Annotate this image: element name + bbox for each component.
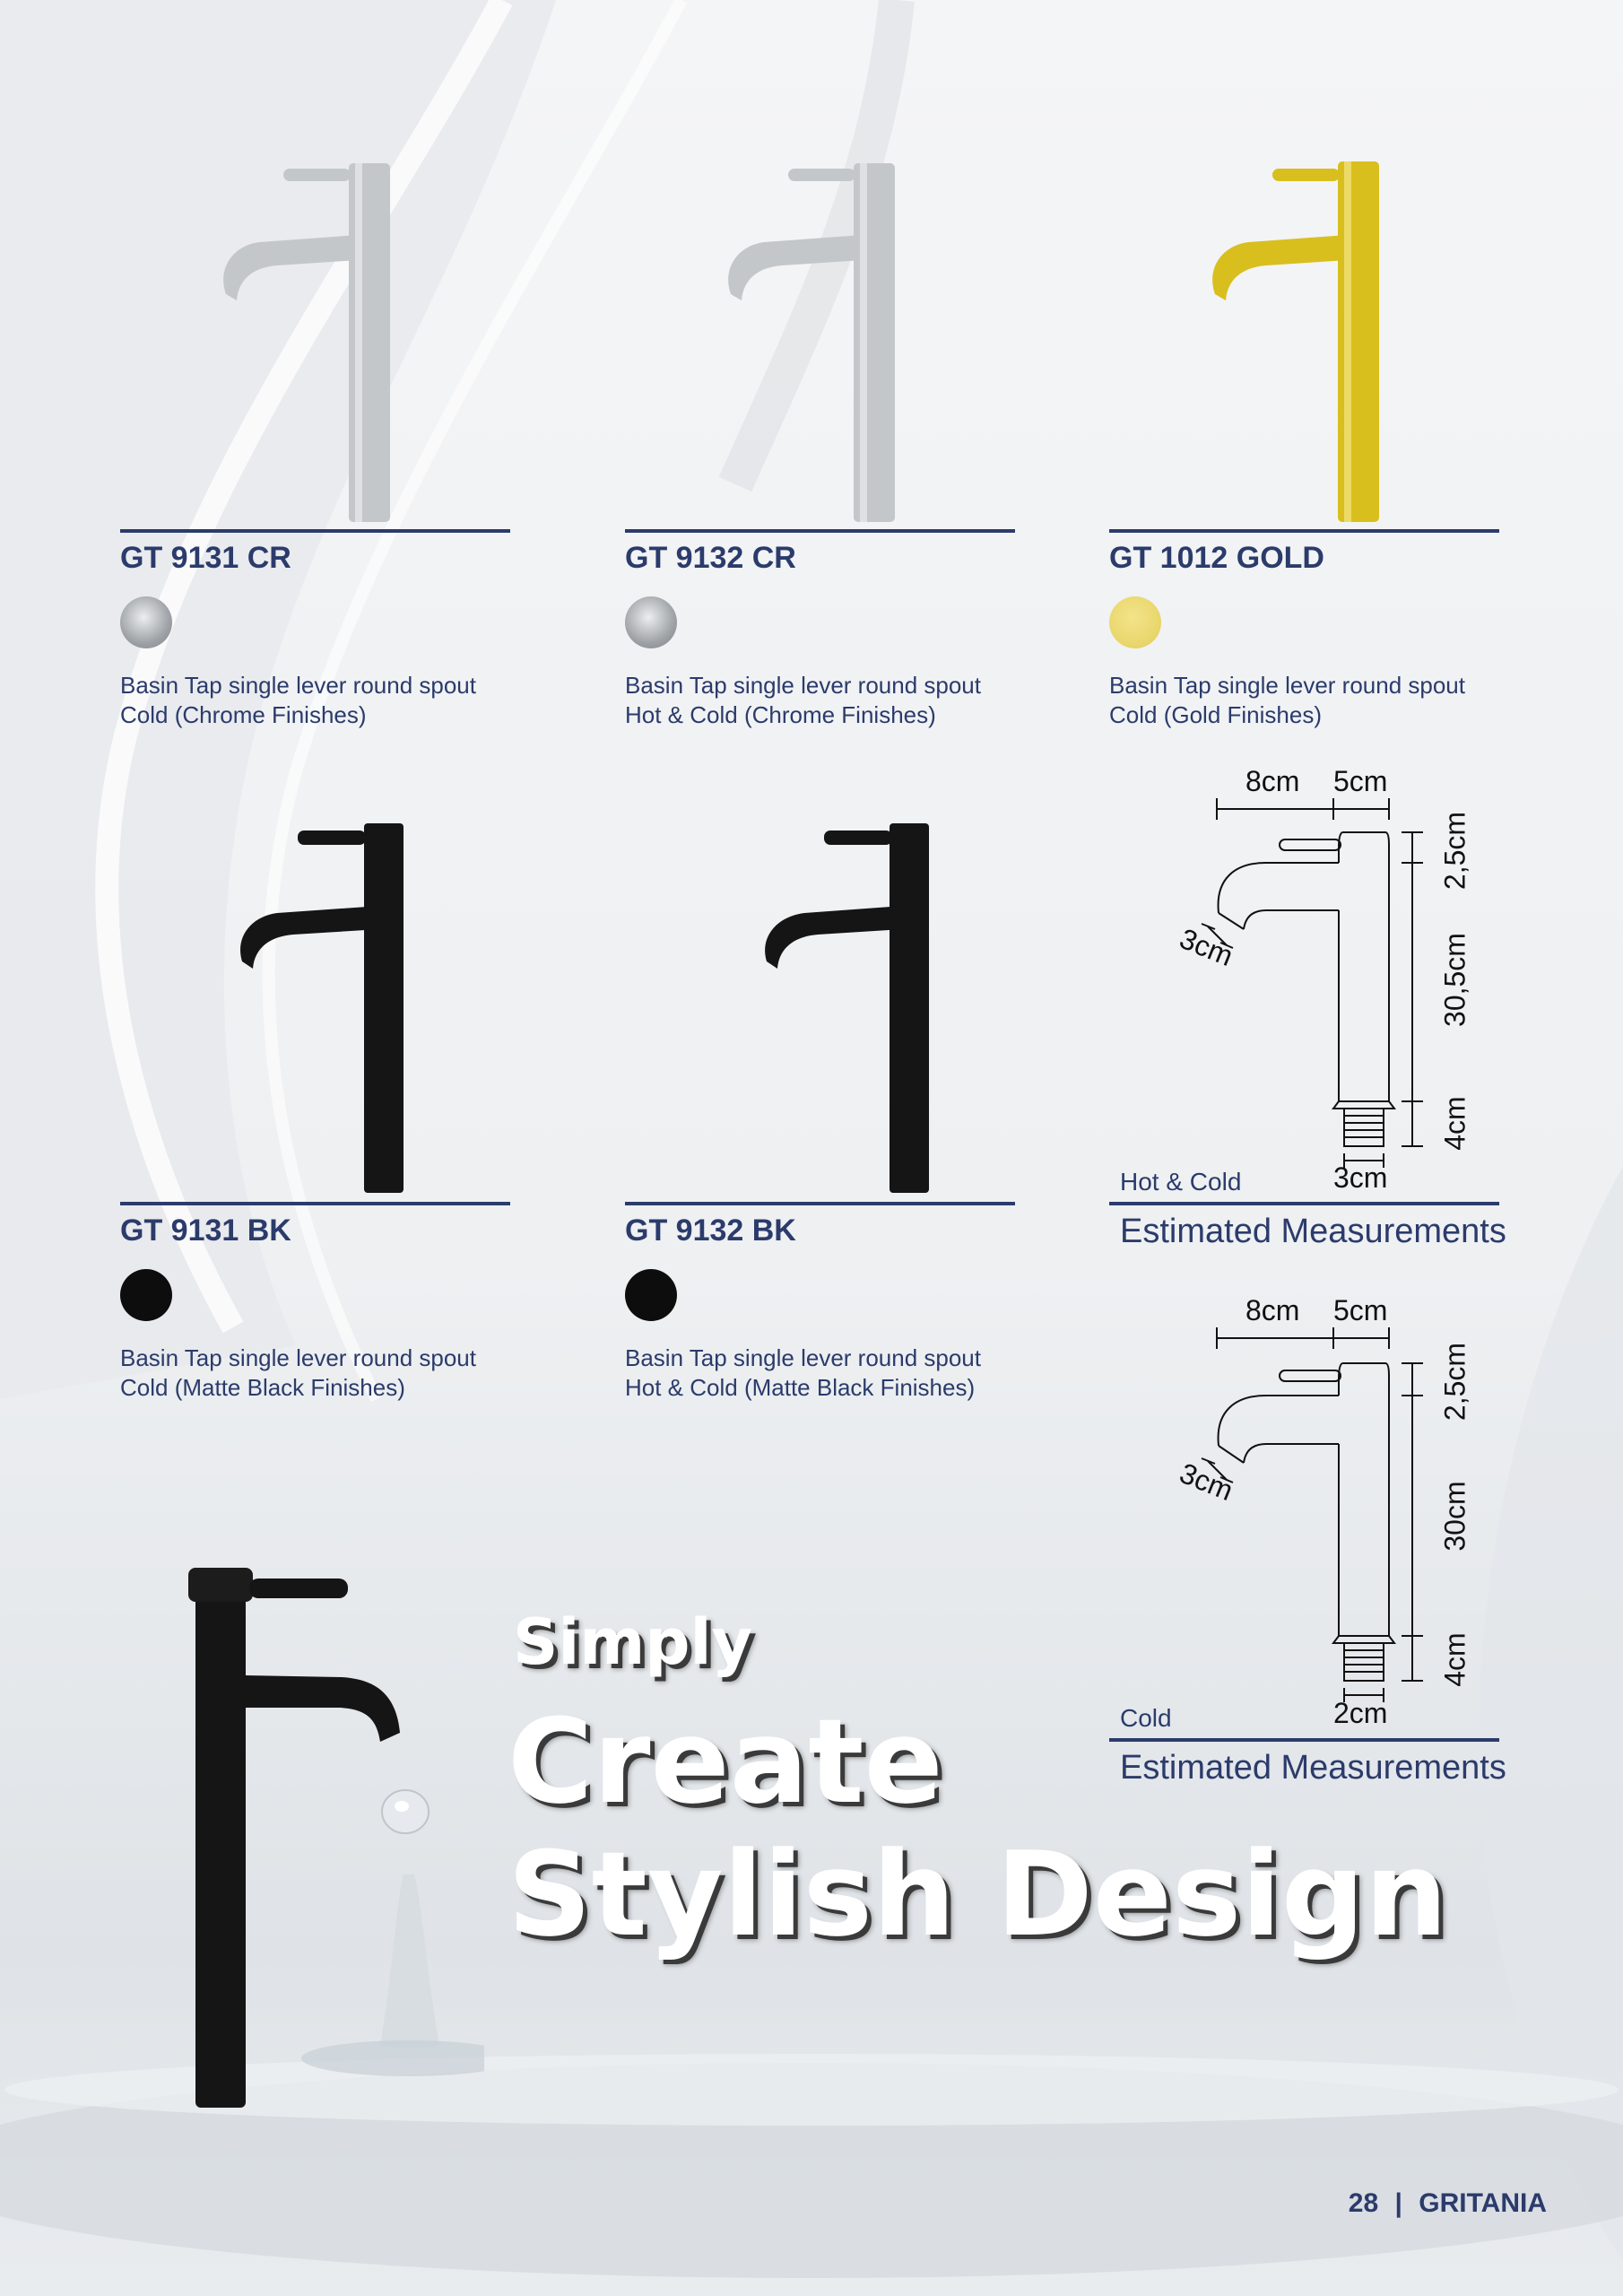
product-divider	[120, 529, 510, 533]
product-divider	[120, 1202, 510, 1205]
dimension-spout-end: 3cm	[1175, 1457, 1238, 1508]
product-code: GT 9131 CR	[120, 541, 291, 575]
slogan-line-2: Create	[508, 1693, 943, 1830]
dimension-spout-length: 8cm	[1245, 765, 1300, 797]
description-line: Basin Tap single lever round spout	[120, 672, 476, 699]
dimension-top: 2,5cm	[1438, 1342, 1471, 1422]
description-line: Basin Tap single lever round spout	[625, 1344, 981, 1371]
dimension-body: 30,5cm	[1438, 933, 1471, 1027]
dimension-base: 4cm	[1438, 1632, 1471, 1687]
product-divider	[1109, 529, 1499, 533]
product-card[interactable]	[120, 152, 515, 735]
faucet-image	[120, 816, 515, 1202]
finish-swatch	[120, 1269, 172, 1321]
product-description	[625, 1344, 981, 1403]
dimension-spout-end: 3cm	[1175, 922, 1238, 973]
finish-swatch	[120, 596, 172, 648]
product-description	[120, 1344, 476, 1403]
hero-faucet-image	[161, 1543, 484, 2188]
dimension-spout-length: 8cm	[1245, 1294, 1300, 1326]
product-card[interactable]	[120, 816, 515, 1408]
page-footer	[1349, 2188, 1547, 2219]
description-line: Cold (Chrome Finishes)	[120, 701, 367, 728]
measurement-diagram	[1109, 762, 1504, 1265]
description-line: Cold (Matte Black Finishes)	[120, 1374, 405, 1401]
faucet-image	[625, 152, 1020, 529]
page-number: 28	[1348, 2188, 1379, 2218]
slogan-line-1: Simply	[513, 1605, 753, 1679]
slogan-line-3: Stylish Design	[508, 1826, 1448, 1962]
dimension-body: 30cm	[1438, 1481, 1471, 1552]
product-description	[625, 671, 981, 730]
measurement-divider	[1109, 1738, 1499, 1742]
dimension-top: 2,5cm	[1438, 811, 1471, 891]
description-line: Basin Tap single lever round spout	[625, 672, 981, 699]
product-code: GT 1012 GOLD	[1109, 541, 1324, 575]
product-code: GT 9132 BK	[625, 1213, 796, 1248]
product-card[interactable]	[1109, 152, 1504, 735]
faucet-image	[625, 816, 1020, 1202]
footer-separator: |	[1394, 2188, 1402, 2218]
finish-swatch	[1109, 596, 1161, 648]
measurement-type: Cold	[1120, 1704, 1172, 1732]
measurement-title: Estimated Measurements	[1120, 1749, 1506, 1787]
faucet-image	[1109, 152, 1504, 529]
brand-name: GRITANIA	[1419, 2188, 1547, 2218]
measurement-divider	[1109, 1202, 1499, 1205]
description-line: Basin Tap single lever round spout	[120, 1344, 476, 1371]
product-description	[120, 671, 476, 730]
product-description	[1109, 671, 1465, 730]
product-code: GT 9131 BK	[120, 1213, 291, 1248]
dimension-lever: 5cm	[1333, 1294, 1388, 1326]
dimension-base: 4cm	[1438, 1096, 1471, 1151]
description-line: Hot & Cold (Chrome Finishes)	[625, 701, 936, 728]
measurement-title: Estimated Measurements	[1120, 1213, 1506, 1250]
description-line: Hot & Cold (Matte Black Finishes)	[625, 1374, 976, 1401]
finish-swatch	[625, 1269, 677, 1321]
description-line: Basin Tap single lever round spout	[1109, 672, 1465, 699]
product-card[interactable]	[625, 816, 1020, 1408]
description-line: Cold (Gold Finishes)	[1109, 701, 1322, 728]
dimension-base-width: 2cm	[1333, 1697, 1388, 1729]
product-code: GT 9132 CR	[625, 541, 796, 575]
dimension-base-width: 3cm	[1333, 1161, 1388, 1194]
product-divider	[625, 1202, 1015, 1205]
product-card[interactable]	[625, 152, 1020, 735]
product-divider	[625, 529, 1015, 533]
dimension-lever: 5cm	[1333, 765, 1388, 797]
measurement-type: Hot & Cold	[1120, 1168, 1242, 1196]
measurement-diagram	[1109, 1292, 1504, 1803]
finish-swatch	[625, 596, 677, 648]
faucet-image	[120, 152, 515, 529]
